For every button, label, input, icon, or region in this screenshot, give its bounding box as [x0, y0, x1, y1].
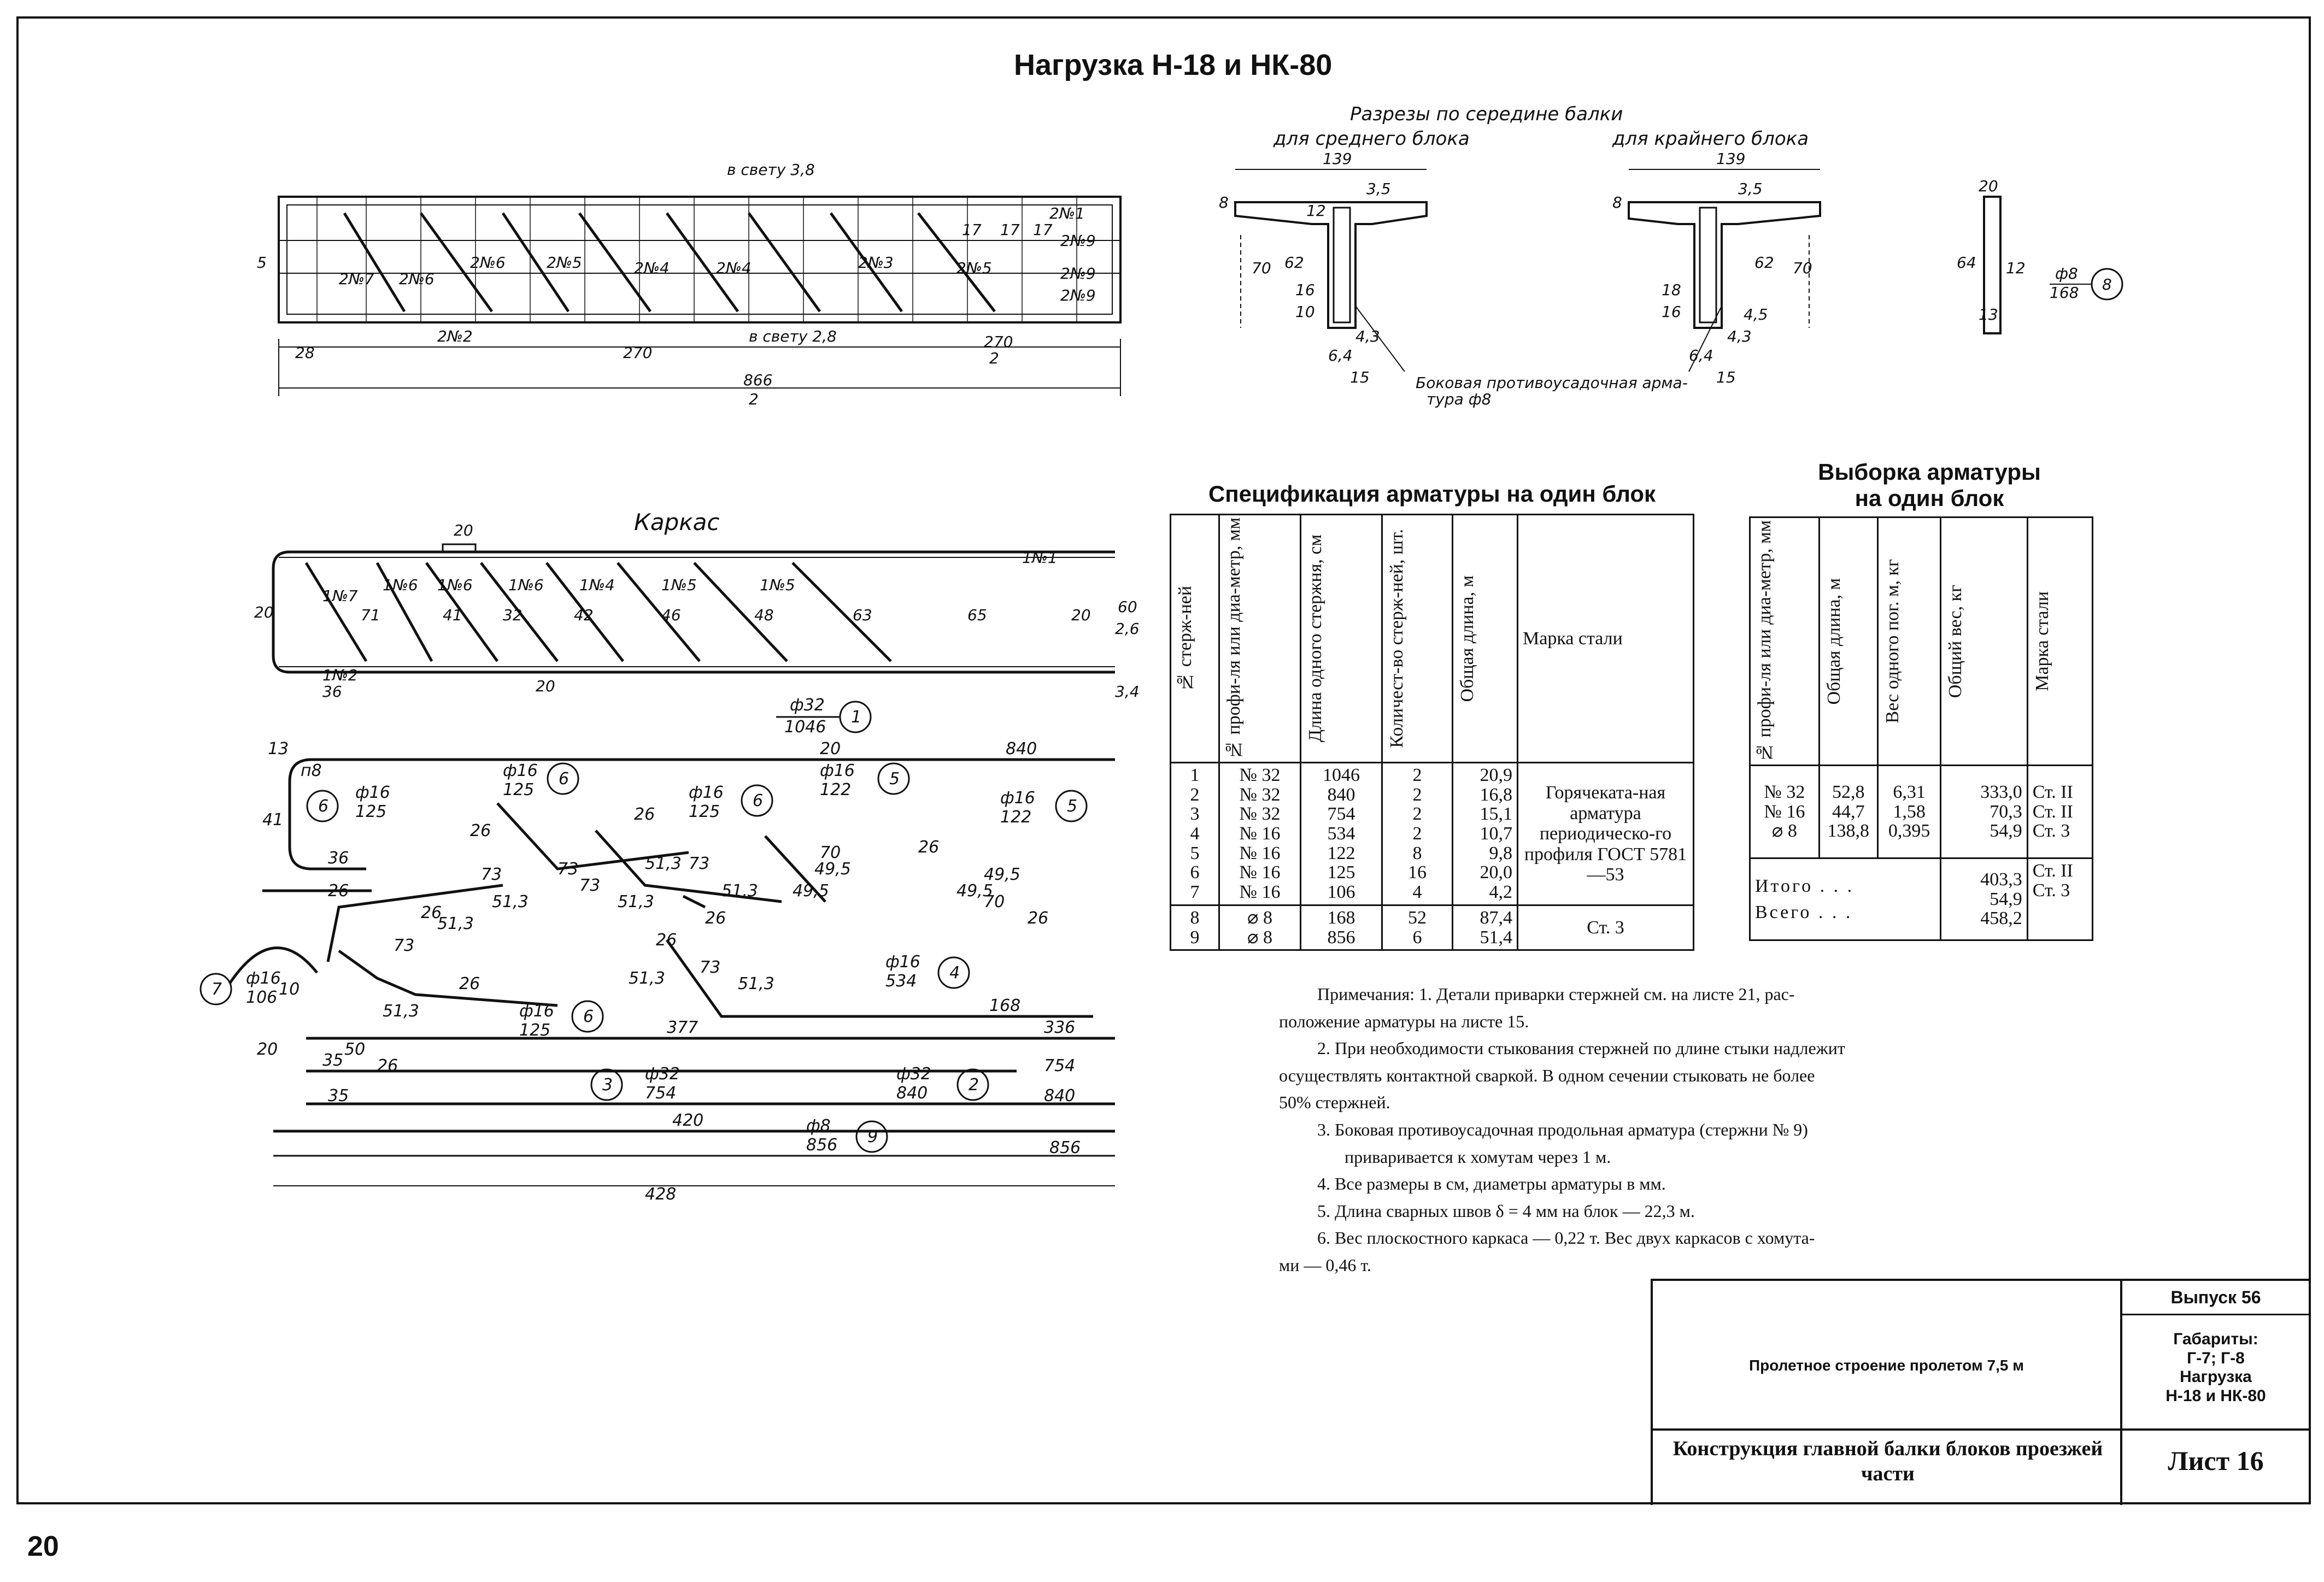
spec-h2: Длина одного стержня, см	[1305, 534, 1325, 743]
spec-cell: 1046	[1323, 765, 1360, 786]
sect-dim-70: 70	[1252, 259, 1271, 277]
rod4-l336: 336	[1044, 1018, 1076, 1037]
karkas-dim: 65	[967, 606, 987, 624]
spec-cell: 9,8	[1489, 843, 1512, 863]
notes	[1279, 981, 2000, 1279]
sect-dim-35b: 3,5	[1738, 180, 1763, 198]
rod-label: 26	[328, 881, 349, 901]
spec-cell: 8	[1412, 843, 1422, 863]
spec-h5: Марка стали	[1518, 515, 1694, 763]
rod5b-d: ф16	[1000, 789, 1035, 808]
rod1-n13: 13	[268, 739, 289, 758]
spec-cell: ⌀ 8	[1247, 907, 1272, 928]
spec-cell: № 32	[1239, 765, 1281, 786]
karkas-title: Каркас	[634, 509, 720, 536]
karkas-mark: 1№2	[322, 666, 358, 684]
sel-cell: 0,395	[1888, 821, 1930, 842]
karkas-mark: 1№5	[661, 576, 697, 594]
rod8-length: 168	[2050, 284, 2079, 302]
sel-cell: 1,58	[1893, 801, 1926, 822]
rod6-num: 6	[318, 797, 329, 816]
stamp-sheet: Лист 16	[2168, 1445, 2264, 1476]
stamp-name: Конструкция главной балки блоков проезжей части	[1672, 1437, 2103, 1485]
sect-dim-43b: 4,3	[1727, 327, 1752, 345]
stamp-gab: Нагрузка	[2180, 1368, 2252, 1386]
rod7-n50: 50	[344, 1040, 366, 1059]
rod-label: 26	[470, 821, 491, 840]
note-line: 50% стержней.	[1279, 1092, 1390, 1113]
sect-dim-35: 3,5	[1366, 180, 1391, 198]
rod8-d4: 13	[1979, 305, 1998, 324]
karkas-dim: 46	[661, 606, 681, 624]
sel-vsego: Всего . . .	[1755, 902, 1853, 922]
spec-cell: 16,8	[1480, 784, 1512, 805]
sel-title-1: Выборка арматуры	[1818, 459, 2041, 485]
rod-label: 70	[820, 843, 841, 862]
spec-cell: 2	[1190, 784, 1200, 805]
sel-itogo: Итого . . .	[1755, 875, 1854, 896]
beam-mark: 2№3	[858, 254, 894, 272]
rod6-len: 125	[355, 802, 387, 821]
sect-dim-70b: 70	[1793, 259, 1812, 277]
sel-cell: 333,0	[1980, 782, 2022, 802]
beam-clear-top: в свету 3,8	[727, 161, 815, 179]
sect-note2: тура ф8	[1427, 390, 1492, 408]
rod6d-len: 125	[519, 1021, 551, 1040]
spec-table	[1170, 514, 1694, 951]
rod8-d3: 12	[2006, 259, 2026, 277]
rod1-n36: 36	[328, 849, 349, 868]
spec-cell: 51,4	[1480, 927, 1512, 948]
beam-mark: 2№4	[634, 259, 670, 277]
sel-cell: 6,31	[1893, 782, 1926, 802]
sect-dim-139: 139	[1323, 150, 1352, 168]
beam-dim-866: 866	[743, 371, 773, 389]
rod6d-num: 6	[583, 1007, 594, 1026]
rod4-num: 4	[949, 963, 960, 983]
spec-cell: 122	[1327, 843, 1355, 863]
rod9-l428: 428	[645, 1185, 677, 1204]
spec-cell: 20,0	[1480, 862, 1512, 883]
rod-label: 26	[421, 903, 442, 922]
rod6-d: ф16	[355, 783, 390, 802]
sect-dim-10: 10	[1295, 303, 1315, 321]
sections-middle: для среднего блока	[1273, 128, 1470, 150]
rod3-d: ф32	[645, 1065, 680, 1084]
rod3-len: 754	[645, 1084, 677, 1103]
sel-h2: Вес одного пог. м, кг	[1882, 559, 1903, 724]
sect-dim-18: 18	[1662, 281, 1681, 299]
rod8-number: 8	[2102, 275, 2112, 293]
spec-cell: 6	[1190, 862, 1200, 883]
rod1-len: 1046	[784, 718, 826, 737]
spec-cell: 840	[1327, 784, 1355, 805]
beam-mark: 2№1	[1049, 204, 1085, 222]
sel-cell: Ст. II	[2032, 801, 2073, 822]
karkas-mark: 1№4	[579, 576, 615, 594]
karkas-dim: 20	[1071, 606, 1091, 624]
spec-cell: 125	[1327, 862, 1355, 883]
spec-cell: 15,1	[1480, 804, 1512, 825]
rod-label: 49,5	[793, 881, 829, 901]
sel-cell: 70,3	[1990, 801, 2022, 822]
rod-details	[164, 689, 1137, 1213]
karkas-dim: 63	[853, 606, 872, 624]
karkas-d20c: 20	[536, 677, 555, 695]
sel-itogo-m2: Ст. 3	[2032, 880, 2070, 901]
rod6c-d: ф16	[689, 783, 724, 802]
sel-cell: 52,8	[1832, 782, 1865, 802]
karkas-dim: 48	[754, 606, 774, 624]
sect-note: Боковая противоусадочная арма-	[1416, 374, 1688, 392]
spec-cell: № 16	[1239, 824, 1281, 844]
rod1-n20: 20	[820, 739, 841, 758]
rod8-label: ф8	[2055, 264, 2078, 283]
rod9-d: ф8	[806, 1116, 831, 1136]
spec-cell: 20,9	[1480, 765, 1512, 786]
rod-label: 73	[579, 876, 601, 895]
beam-elevation	[240, 153, 1137, 410]
note-line: ми — 0,46 т.	[1279, 1255, 1371, 1275]
sel-vsego-v: 458,2	[1980, 908, 2022, 929]
karkas-d20: 20	[454, 521, 473, 539]
spec-cell: 2	[1412, 804, 1422, 825]
spec-cell: 7	[1190, 882, 1200, 903]
stamp-issue: Выпуск 56	[2170, 1287, 2261, 1307]
spec-cell: 4	[1190, 824, 1200, 844]
karkas-d26: 2,6	[1115, 620, 1140, 638]
note-line: 4. Все размеры в см, диаметры арматуры в мм.	[1317, 1174, 1666, 1194]
sel-h1: Общая длина, м	[1823, 578, 1844, 705]
rod3-num: 3	[602, 1075, 613, 1095]
rod5b-len: 122	[1000, 808, 1032, 827]
sect-dim-62b: 62	[1754, 254, 1774, 272]
stamp-gab: Г-7; Г-8	[2187, 1349, 2245, 1367]
rod5-len: 122	[820, 780, 852, 799]
rod-label: 26	[634, 805, 655, 824]
karkas-mark: 1№5	[760, 576, 795, 594]
karkas-mark: 1№1	[1022, 549, 1058, 567]
rod-label: 51,3	[437, 914, 474, 933]
sect-dim-43: 4,3	[1355, 327, 1380, 345]
beam-mark: 17	[1000, 221, 1020, 239]
spec-cell: № 16	[1239, 882, 1281, 903]
spec-cell: ⌀ 8	[1247, 927, 1272, 948]
rod-label: 51,3	[618, 892, 654, 911]
spec-h1: № профи-ля или диа-метр, мм	[1224, 517, 1244, 760]
karkas-d36: 36	[322, 683, 342, 701]
sel-itogo-v2: 54,9	[1990, 889, 2022, 909]
page-title: Нагрузка Н-18 и НК-80	[1014, 49, 1333, 81]
spec-h4: Общая длина, м	[1457, 575, 1477, 702]
spec-cell: 168	[1327, 907, 1355, 928]
rod-label: 73	[557, 860, 579, 879]
beam-mark: 2№5	[956, 259, 992, 277]
rod1-n8: п8	[301, 761, 322, 780]
note-line: 6. Вес плоскостного каркаса — 0,22 т. Вес двух каркасов с хомута-	[1317, 1228, 1815, 1248]
rod-label: 26	[459, 974, 480, 993]
rod2-l754: 754	[1044, 1056, 1076, 1075]
sel-cell: 44,7	[1832, 801, 1865, 822]
beam-dim-28: 28	[295, 344, 315, 362]
beam-clear-bottom: в свету 2,8	[749, 327, 837, 345]
beam-dim-5: 5	[257, 254, 267, 272]
rod7-n20: 20	[257, 1040, 278, 1059]
rod9-num: 9	[867, 1127, 878, 1146]
sel-table	[1749, 516, 2093, 941]
rod2-d: ф32	[896, 1065, 931, 1084]
spec-cell: 856	[1327, 927, 1355, 948]
note-line: Примечания: 1. Детали приварки стержней см. на листе 21, рас-	[1317, 984, 1795, 1004]
spec-cell: № 32	[1239, 784, 1281, 805]
spec-cell: 2	[1412, 824, 1422, 844]
spec-cell: 3	[1190, 804, 1200, 825]
page-number: 20	[27, 1531, 59, 1562]
rod-label: 51,3	[645, 854, 682, 873]
rod-label: 26	[1028, 909, 1049, 928]
spec-cell: 106	[1327, 882, 1355, 903]
beam-mark: 17	[1033, 221, 1053, 239]
rod4-len: 534	[885, 972, 917, 991]
sect-dim-64: 6,4	[1328, 346, 1353, 364]
rod5b-num: 5	[1067, 797, 1078, 816]
sect-dim-45: 4,5	[1744, 305, 1768, 324]
rod2-num: 2	[969, 1075, 979, 1095]
rod-label: 49,5	[956, 881, 993, 901]
beam-mark: 2№7	[339, 270, 374, 288]
beam-mark: 2№4	[716, 259, 752, 277]
rod-label: 73	[689, 854, 710, 873]
sel-cell: 54,9	[1990, 821, 2022, 842]
rod6b-num: 6	[559, 769, 570, 789]
rod-label: 49,5	[984, 865, 1020, 884]
spec-cell: 534	[1327, 824, 1355, 844]
stamp-gab: Н-18 и НК-80	[2165, 1386, 2266, 1405]
karkas-dim: 32	[503, 606, 523, 624]
spec-cell: 8	[1190, 907, 1200, 928]
sel-cell: Ст. II	[2032, 782, 2073, 802]
karkas-d34: 3,4	[1115, 683, 1140, 701]
beam-mark: 17	[962, 221, 982, 239]
spec-cell: 754	[1327, 804, 1355, 825]
beam-mark: 2№2	[437, 327, 473, 345]
spec-cell: 16	[1408, 862, 1427, 883]
spec-cell: 1	[1190, 765, 1200, 786]
spec-cell: № 16	[1239, 843, 1281, 863]
sel-itogo-v1: 403,3	[1980, 869, 2022, 890]
rod3-l35: 35	[328, 1086, 349, 1105]
rod7-n26: 26	[377, 1056, 398, 1075]
sel-cell: № 16	[1764, 801, 1805, 822]
beam-mark: 2№9	[1060, 286, 1096, 304]
rod-label: 70	[984, 892, 1005, 911]
rod5-d: ф16	[820, 761, 855, 780]
rod2-len: 840	[896, 1084, 928, 1103]
sect-dim-12: 12	[1306, 202, 1326, 220]
rod-label: 26	[918, 838, 940, 857]
note-line: осуществлять контактной сваркой. В одном сечении стыковать не более	[1279, 1065, 1815, 1085]
spec-cell: 2	[1412, 765, 1422, 786]
spec-cell: 52	[1408, 907, 1427, 928]
cross-sections	[1175, 98, 2159, 426]
spec-cell: 10,7	[1480, 824, 1512, 844]
spec-cell: 9	[1190, 927, 1200, 948]
spec-cell: 4	[1412, 882, 1422, 903]
spec-cell: 6	[1412, 927, 1422, 948]
rod7-num: 7	[212, 980, 222, 999]
karkas-mark: 1№6	[437, 576, 473, 594]
rod-label: 51,3	[492, 892, 529, 911]
sect-dim-15b: 15	[1716, 368, 1736, 386]
rod-label: 51,3	[383, 1002, 419, 1021]
karkas-mark: 1№6	[383, 576, 418, 594]
spec-h0: № стерж-ней	[1175, 585, 1195, 692]
rod-label: 73	[481, 865, 502, 884]
title-block	[1651, 1279, 2309, 1505]
sel-title-2: на один блок	[1854, 485, 2004, 511]
rod-label: 51,3	[629, 969, 665, 988]
rod1-n41: 41	[262, 810, 284, 830]
karkas-dim: 71	[361, 606, 380, 624]
karkas-dim: 42	[574, 606, 594, 624]
rod6d-d: ф16	[519, 1002, 554, 1021]
sect-dim-16: 16	[1295, 281, 1315, 299]
sect-dim-62: 62	[1284, 254, 1304, 272]
karkas-dim: 41	[443, 606, 462, 624]
rod7-n35: 35	[322, 1051, 344, 1070]
beam-dim-270: 270	[623, 344, 653, 362]
sel-cell: № 32	[1764, 782, 1805, 802]
spec-steel2: Ст. 3	[1518, 905, 1694, 950]
rod7-len: 106	[246, 988, 278, 1007]
rod-label: 51,3	[721, 881, 758, 901]
sel-cell: 138,8	[1827, 821, 1870, 842]
sel-h0: № профи-ля или диа-метр, мм	[1754, 520, 1775, 763]
rod6b-len: 125	[503, 780, 535, 799]
sel-h3: Общий вес, кг	[1945, 584, 1966, 698]
rod3-l377: 377	[667, 1018, 699, 1037]
note-line: 2. При необходимости стыкования стержней по длине стыки надлежит	[1317, 1038, 1845, 1058]
rod9-l856: 856	[1049, 1138, 1081, 1157]
rod-label: 73	[394, 936, 415, 955]
sect-dim-15: 15	[1350, 368, 1370, 386]
karkas-mark: 1№7	[322, 587, 358, 605]
sel-cell: Ст. 3	[2032, 821, 2070, 842]
rod1-num: 1	[851, 708, 862, 727]
sect-dim-16b: 16	[1662, 303, 1681, 321]
rod-label: 26	[656, 931, 677, 950]
spec-steel1: Горячеката-ная арматура периодическо-го профиля ГОСТ 5781—53	[1518, 763, 1694, 905]
rod6c-num: 6	[753, 791, 764, 810]
sections-title: Разрезы по середине балки	[1350, 103, 1623, 125]
sect-dim-8: 8	[1219, 193, 1229, 211]
rod-label: 51,3	[738, 974, 774, 993]
karkas-drawing	[240, 503, 1140, 710]
sect-dim-139b: 139	[1716, 150, 1746, 168]
karkas-d60: 60	[1118, 598, 1137, 616]
beam-dim-270-2: 270	[984, 333, 1013, 351]
sel-itogo-m1: Ст. II	[2032, 861, 2073, 881]
rod1-d: ф32	[790, 696, 825, 715]
rod8-d1: 20	[1979, 177, 1998, 195]
rod2-l840: 840	[1044, 1086, 1076, 1105]
note-line: положение арматуры на листе 15.	[1279, 1011, 1529, 1031]
spec-cell: № 32	[1239, 804, 1281, 825]
sel-cell: ⌀ 8	[1771, 821, 1797, 842]
spec-h3: Количест-во стерж-ней, шт.	[1387, 529, 1407, 748]
rod9-len: 856	[806, 1136, 838, 1155]
stamp-gab: Габариты:	[2173, 1330, 2258, 1348]
spec-cell: 2	[1412, 784, 1422, 805]
rod8-d2: 64	[1957, 254, 1976, 272]
sections-edge: для крайнего блока	[1612, 128, 1809, 150]
spec-cell: 87,4	[1480, 907, 1512, 928]
beam-mark: 2№6	[470, 254, 506, 272]
spec-title: Спецификация арматуры на один блок	[1208, 481, 1656, 507]
spec-cell: 4,2	[1489, 882, 1512, 903]
rod6b-d: ф16	[503, 761, 538, 780]
sect-dim-64b: 6,4	[1689, 346, 1713, 364]
karkas-d20b: 20	[254, 603, 274, 621]
rod-label: 73	[700, 958, 721, 977]
karkas-mark: 1№6	[508, 576, 544, 594]
note-line: 3. Боковая противоусадочная продольная арматура (стержни № 9)	[1317, 1119, 1808, 1139]
beam-mark: 2№9	[1060, 232, 1096, 250]
sect-dim-8b: 8	[1612, 193, 1622, 211]
rod7-d: ф16	[246, 969, 281, 988]
rod-label: 49,5	[814, 860, 851, 879]
beam-mark: 2№6	[399, 270, 435, 288]
rod3-l420: 420	[672, 1111, 704, 1130]
note-line: приваривается к хомутам через 1 м.	[1345, 1146, 1611, 1167]
beam-mark: 2№5	[547, 254, 582, 272]
sel-h4: Марка стали	[2032, 591, 2052, 691]
beam-den-2: 2	[989, 349, 999, 367]
spec-cell: 5	[1190, 843, 1200, 863]
note-line: 5. Длина сварных швов δ = 4 мм на блок — 22,3 м.	[1317, 1201, 1695, 1221]
beam-den-866: 2	[749, 390, 759, 408]
rod6c-len: 125	[689, 802, 720, 821]
spec-cell: № 16	[1239, 862, 1281, 883]
beam-mark: 2№9	[1060, 264, 1096, 283]
rod4-d: ф16	[885, 952, 920, 972]
stamp-desc: Пролетное строение пролетом 7,5 м	[1749, 1357, 2024, 1374]
rod1-l840: 840	[1006, 739, 1037, 758]
rod7-n10: 10	[279, 980, 300, 999]
rod4-l168: 168	[989, 996, 1021, 1015]
rod-label: 26	[705, 909, 726, 928]
rod5-num: 5	[889, 769, 900, 789]
